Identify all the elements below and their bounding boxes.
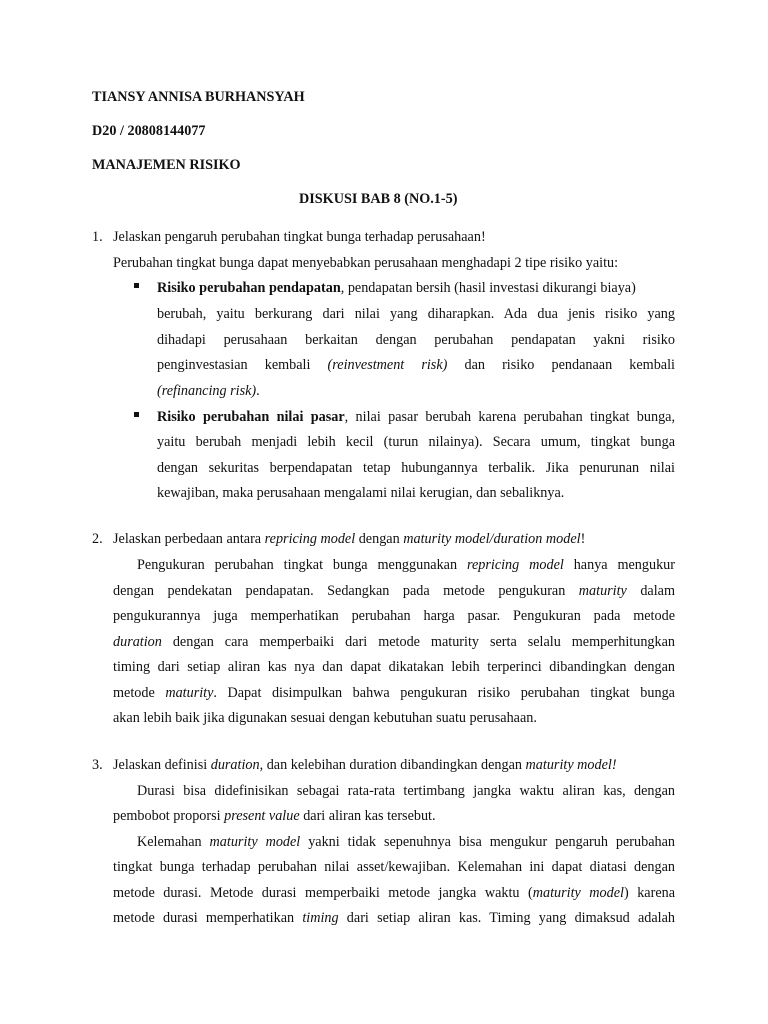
q1-bullet2-line1: Risiko perubahan nilai pasar, nilai pasar berubah karena perubahan tingkat bunga, <box>157 409 676 425</box>
q2-question: Jelaskan perbedaan antara repricing model dengan maturity model/duration model! <box>113 531 586 547</box>
q1-question: Jelaskan pengaruh perubahan tingkat bunga terhadap perusahaan! <box>113 229 486 245</box>
author-name: TIANSY ANNISA BURHANSYAH <box>92 89 305 105</box>
q2-line7: akan lebih baik jika digunakan sesuai dengan kebutuhan suatu perusahaan. <box>113 710 537 726</box>
q1-bullet2-line4: kewajiban, maka perusahaan mengalami nilai kerugian, dan sebaliknya. <box>157 485 565 501</box>
q3-line3: Kelemahan maturity model yakni tidak sepenuhnya bisa mengukur pengaruh perubahan <box>137 834 675 850</box>
q1-bullet1-line5: (refinancing risk). <box>157 383 260 399</box>
q2-line3: pengukurannya juga memperhatikan perubahan harga pasar. Pengukuran pada metode <box>113 608 675 624</box>
q2-line2: dengan pendekatan pendapatan. Sedangkan pada metode pengukuran maturity dalam <box>113 583 675 599</box>
q2-line1: Pengukuran perubahan tingkat bunga menggunakan repricing model hanya mengukur <box>137 557 675 573</box>
q2-line5: timing dari setiap aliran kas nya dan dapat dikatakan lebih terperinci dibandingkan dengan <box>113 659 675 675</box>
q3-number: 3. <box>92 757 103 773</box>
q1-number: 1. <box>92 229 103 245</box>
q1-bullet1-line3: dihadapi perusahaan berkaitan dengan perubahan pendapatan yakni risiko <box>157 332 675 348</box>
q3-line1: Durasi bisa didefinisikan sebagai rata-rata tertimbang jangka waktu aliran kas, dengan <box>137 783 675 799</box>
page-title: DISKUSI BAB 8 (NO.1-5) <box>299 191 458 207</box>
bullet-icon <box>134 412 139 417</box>
bullet-icon <box>134 283 139 288</box>
q1-intro: Perubahan tingkat bunga dapat menyebabkan perusahaan menghadapi 2 tipe risiko yaitu: <box>113 255 619 271</box>
q1-bullet1-line4: penginvestasian kembali (reinvestment risk) dan risiko pendanaan kembali <box>157 357 675 373</box>
q2-line4: duration dengan cara memperbaiki dari metode maturity serta selalu memperhitungkan <box>113 634 675 650</box>
q3-line4: tingkat bunga terhadap perubahan nilai asset/kewajiban. Kelemahan ini dapat diatasi dengan <box>113 859 675 875</box>
q1-bullet2-line2: yaitu berubah menjadi lebih kecil (turun nilainya). Secara umum, tingkat bunga <box>157 434 675 450</box>
q2-line6: metode maturity. Dapat disimpulkan bahwa pengukuran risiko perubahan tingkat bunga <box>113 685 675 701</box>
q3-line2: pembobot proporsi present value dari aliran kas tersebut. <box>113 808 436 824</box>
q1-bullet2-line3: dengan sekuritas berpendapatan tetap hubungannya terbalik. Jika penurunan nilai <box>157 460 675 476</box>
student-id: D20 / 20808144077 <box>92 123 206 139</box>
q1-bullet1-line2: berubah, yaitu berkurang dari nilai yang diharapkan. Ada dua jenis risiko yang <box>157 306 675 322</box>
q2-number: 2. <box>92 531 103 547</box>
q3-line6: metode durasi memperhatikan timing dari setiap aliran kas. Timing yang dimaksud adalah <box>113 910 675 926</box>
course-title: MANAJEMEN RISIKO <box>92 157 241 173</box>
q3-question: Jelaskan definisi duration, dan kelebihan duration dibandingkan dengan maturity model! <box>113 757 617 773</box>
q1-bullet1-line1: Risiko perubahan pendapatan, pendapatan bersih (hasil investasi dikurangi biaya) <box>157 280 636 296</box>
q3-line5: metode durasi. Metode durasi memperbaiki metode jangka waktu (maturity model) karena <box>113 885 676 901</box>
